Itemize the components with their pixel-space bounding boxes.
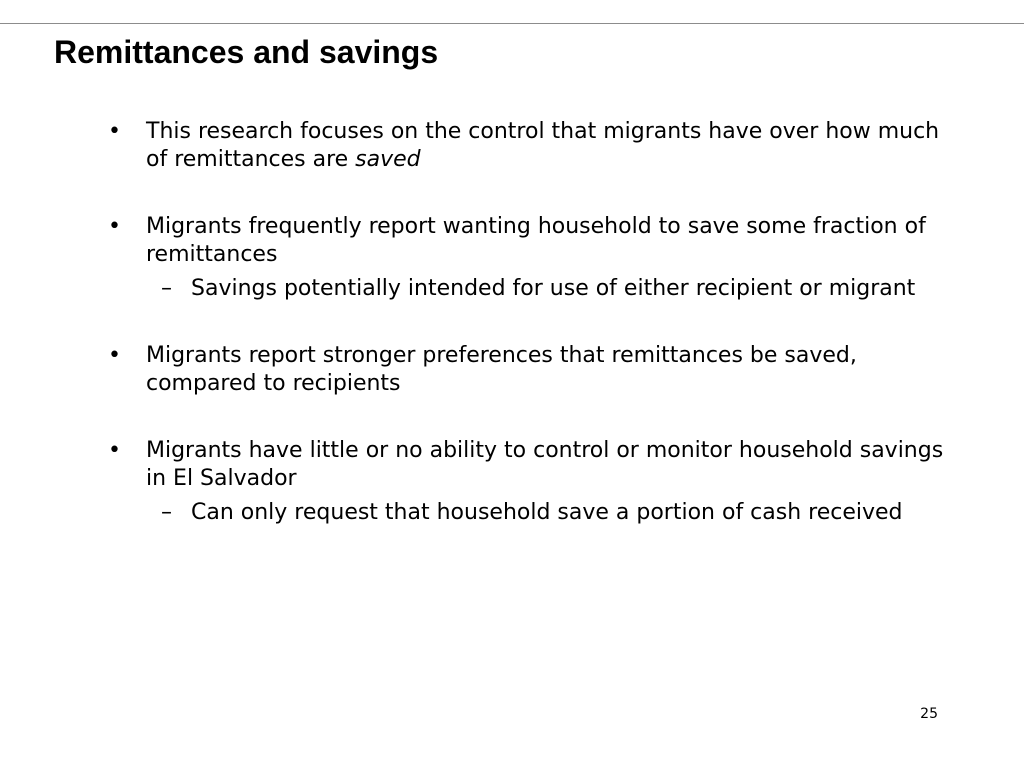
sub-bullet-item [146,275,948,303]
bullet-list [108,118,948,527]
top-divider [0,23,1024,24]
bullet-marker: • [108,119,121,144]
bullet-text: Migrants report stronger preferences that remittances be saved, compared to recipients [146,343,857,396]
bullet-emphasis: saved [355,147,421,172]
bullet-text: Migrants frequently report wanting household to save some fraction of remittances [146,214,926,267]
bullet-text: Migrants have little or no ability to control or monitor household savings in El Salvador [146,438,944,491]
page-number: 25 [920,706,938,722]
sub-bullet-text: Can only request that household save a portion of cash received [191,500,903,525]
bullet-item-4 [108,437,948,527]
slide-title: Remittances and savings [54,34,439,70]
bullet-text: This research focuses on the control that migrants have over how much of remittances are [146,119,940,172]
sub-bullet-item [146,499,948,527]
sub-bullet-text: Savings potentially intended for use of either recipient or migrant [191,276,916,301]
bullet-item-2 [108,213,948,303]
sub-bullet-marker: – [161,276,172,301]
sub-bullet-list [146,499,948,527]
bullet-item-1 [108,118,948,174]
bullet-item-3 [108,342,948,398]
bullet-marker: • [108,214,121,239]
sub-bullet-list [146,275,948,303]
sub-bullet-marker: – [161,500,172,525]
bullet-marker: • [108,343,121,368]
bullet-marker: • [108,438,121,463]
